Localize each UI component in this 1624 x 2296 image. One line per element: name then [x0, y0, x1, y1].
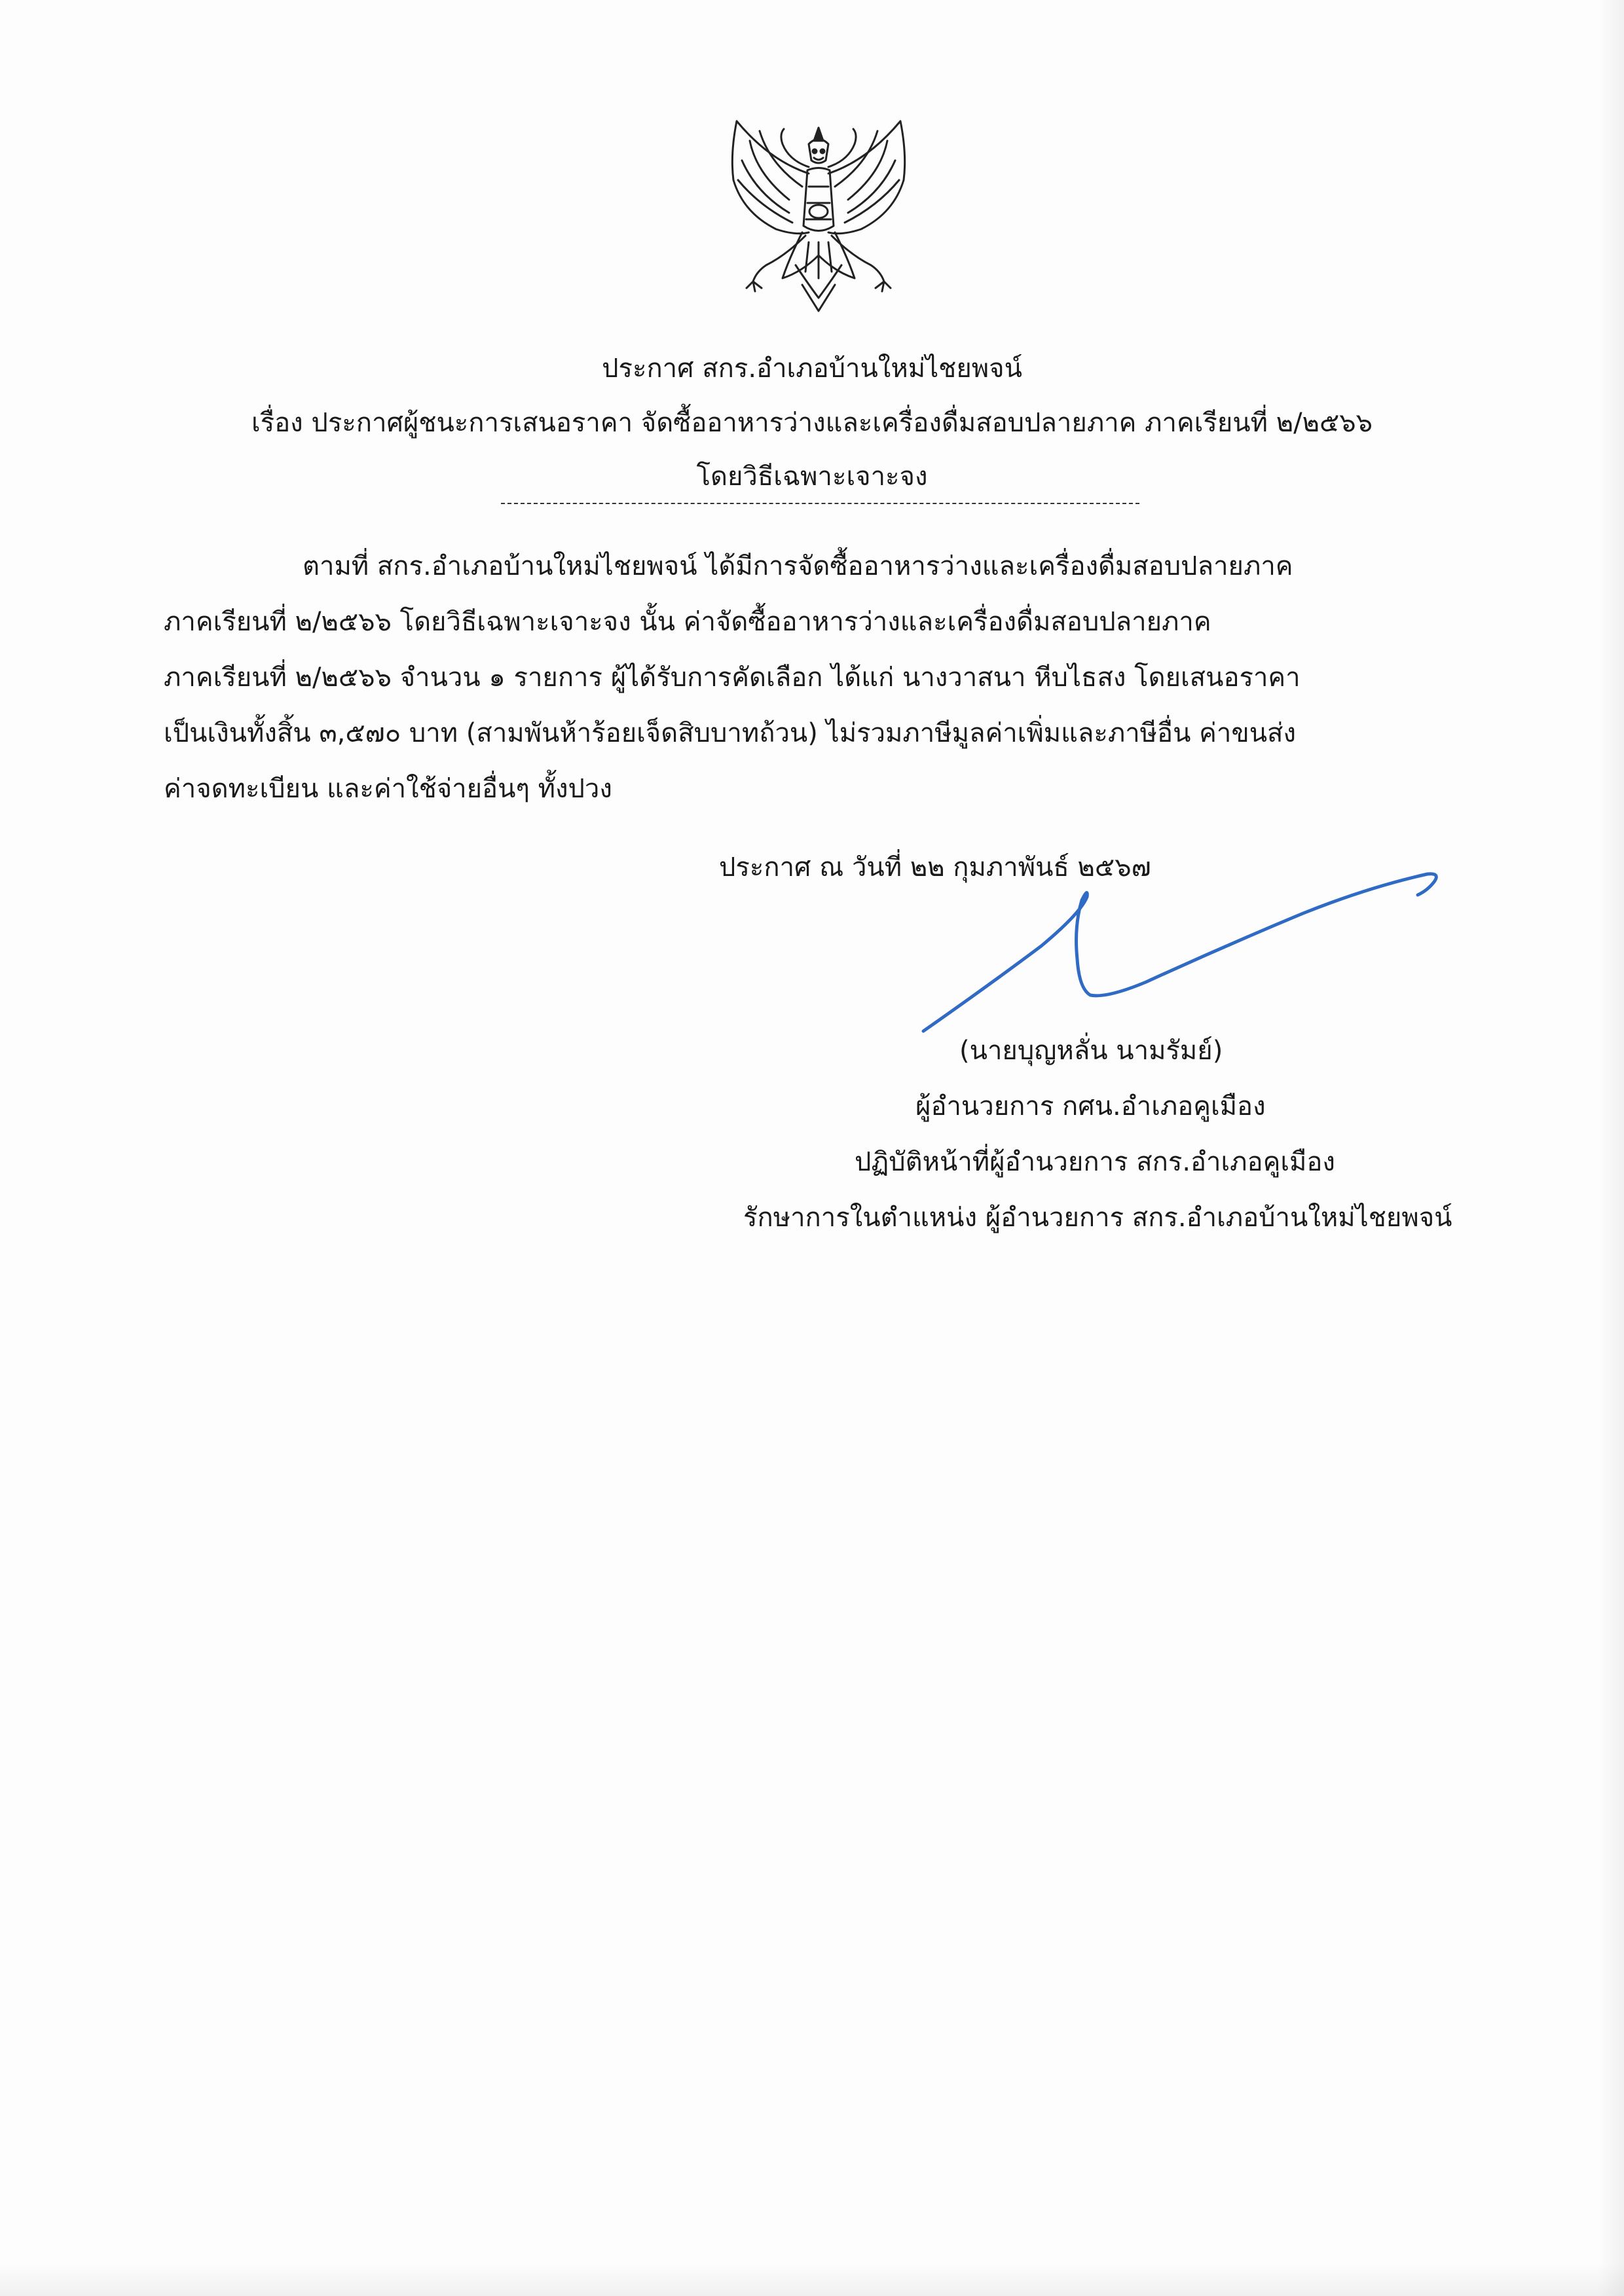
page-edge-shadow: [1598, 0, 1624, 2296]
announcement-subject: เรื่อง ประกาศผู้ชนะการเสนอราคา จัดซื้ออาหารว่างและเครื่องดื่มสอบปลายภาค ภาคเรียนที่ ๒/๒๕๖๖: [251, 408, 1373, 438]
garuda-emblem-icon: [710, 115, 927, 337]
body-line: ตามที่ สกร.อำเภอบ้านใหม่ไชยพจน์ ได้มีการจัดซื้ออาหารว่างและเครื่องดื่มสอบปลายภาค: [303, 551, 1293, 581]
signatory-acting-title: รักษาการในตำแหน่ง ผู้อำนวยการ สกร.อำเภอบ้านใหม่ไชยพจน์: [743, 1203, 1452, 1233]
announcement-date: ประกาศ ณ วันที่ ๒๒ กุมภาพันธ์ ๒๕๖๗: [719, 852, 1151, 883]
procurement-method: โดยวิธีเฉพาะเจาะจง: [696, 462, 928, 492]
body-line: ภาคเรียนที่ ๒/๒๕๖๖ จำนวน ๑ รายการ ผู้ได้รับการคัดเลือก ได้แก่ นางวาสนา หีบไธสง โดยเสนอราคา: [164, 663, 1301, 693]
handwritten-signature: [910, 867, 1460, 1051]
body-line: เป็นเงินทั้งสิ้น ๓,๕๗๐ บาท (สามพันห้าร้อยเจ็ดสิบบาทถ้วน) ไม่รวมภาษีมูลค่าเพิ่มและภาษีอื่น ค่าขนส่ง: [164, 718, 1296, 748]
signatory-name: (นายบุญหลั่น นามรัมย์): [959, 1036, 1223, 1066]
body-line: ภาคเรียนที่ ๒/๒๕๖๖ โดยวิธีเฉพาะเจาะจง นั้น ค่าจัดซื้ออาหารว่างและเครื่องดื่มสอบปลายภาค: [164, 607, 1211, 637]
signatory-position: ผู้อำนวยการ กศน.อำเภอคูเมือง: [915, 1091, 1266, 1121]
announcement-title: ประกาศ สกร.อำเภอบ้านใหม่ไชยพจน์: [602, 354, 1022, 384]
page-bottom-shadow: [0, 2263, 1624, 2296]
body-line: ค่าจดทะเบียน และค่าใช้จ่ายอื่นๆ ทั้งปวง: [164, 774, 612, 804]
separator-line: [501, 503, 1139, 504]
signatory-acting-position: ปฏิบัติหน้าที่ผู้อำนวยการ สกร.อำเภอคูเมือง: [855, 1147, 1335, 1177]
